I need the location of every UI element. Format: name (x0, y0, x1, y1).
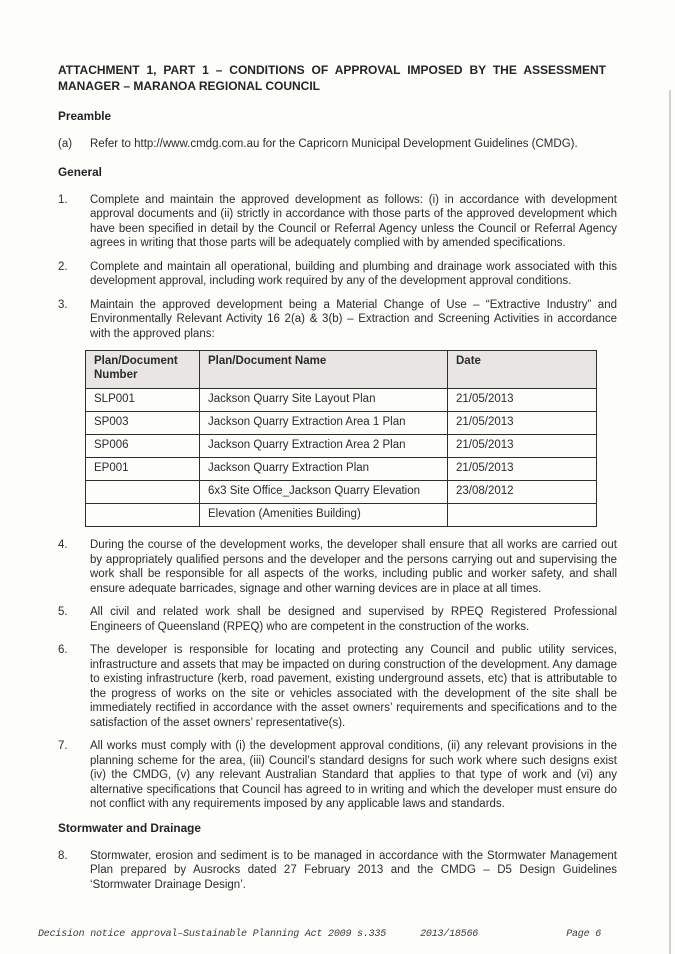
table-cell-plan-number: SLP001 (86, 389, 200, 412)
table-cell-plan-number: SP003 (86, 412, 200, 435)
condition-item-8 (58, 849, 617, 893)
preamble-item-text: Refer to http://www.cmdg.com.au for the Capricorn Municipal Development Guidelines (CMDG). (90, 138, 578, 150)
condition-item-6 (58, 643, 617, 730)
table-cell-plan-number (86, 504, 200, 527)
table-cell-plan-number: EP001 (86, 458, 200, 481)
condition-text: Stormwater, erosion and sediment is to be managed in accordance with the Stormwater Management Plan prepared by Ausrocks dated 27 February 2013 and the CMDG – D5 Design Guidelines ‘Stormwater Drainage Design’. (90, 849, 617, 891)
condition-text: All works must comply with (i) the development approval conditions, (ii) any relevant provisions in the planning scheme for the area, (iii) Council’s standard designs for such work where such designs exist (iv) the CMDG, (v) any relevant Australian Standard that applies to that type of work and (vi) any alternative specifications that Council has agreed to in writing and which the developer must ensure do not conflict with any requirements imposed by any applicable laws and standards. (90, 740, 617, 810)
condition-item-7 (58, 739, 617, 812)
preamble-item-label: (a) (58, 138, 73, 150)
condition-item-4 (58, 538, 617, 596)
condition-number: 1. (58, 193, 68, 206)
table-cell-date (448, 504, 597, 527)
condition-text: Complete and maintain the approved development as follows: (i) in accordance with development approval documents and (ii) strictly in accordance with those parts of the approved development which have been specified in detail by the Council or Referral Agency unless the Council or Referral Agency agrees in writing that those parts will be adequately complied with by amended specifications. (90, 193, 617, 249)
general-heading: General (58, 164, 102, 179)
condition-item-5 (58, 605, 617, 634)
condition-number: 6. (58, 644, 68, 656)
condition-item-3 (58, 298, 617, 342)
table-cell-plan-name: Jackson Quarry Extraction Plan (200, 458, 448, 481)
condition-number: 8. (58, 849, 68, 862)
preamble-item-a (58, 137, 617, 152)
condition-text: Maintain the approved development being a Material Change of Use – “Extractive Industry” and Environmentally Relevant Activity 16 2(a) & 3(b) – Extraction and Screening Activities in accordance with the approved plans: (90, 298, 617, 340)
condition-text: Complete and maintain all operational, building and plumbing and drainage work associated with this development approval, including work required by any of the development approval conditions. (90, 260, 617, 287)
table-cell-plan-number: SP006 (86, 435, 200, 458)
column-header-date: Date (448, 351, 597, 389)
table-cell-date: 21/05/2013 (448, 389, 597, 412)
column-header-plan-number: Plan/Document Number (86, 351, 200, 389)
document-content (58, 62, 617, 901)
table-row (86, 458, 597, 481)
footer-document-description: Decision notice approval–Sustainable Planning Act 2009 s.335 (38, 929, 387, 940)
table-cell-plan-name: 6x3 Site Office_Jackson Quarry Elevation (200, 481, 448, 504)
footer-reference-number: 2013/18566 (420, 929, 479, 940)
condition-number: 4. (58, 539, 68, 551)
document-title: ATTACHMENT 1, PART 1 – CONDITIONS OF APPROVAL IMPOSED BY THE ASSESSMENT MANAGER – MARANOA REGIONAL COUNCIL (58, 63, 606, 93)
condition-number: 5. (58, 606, 68, 618)
preamble-heading: Preamble (58, 109, 112, 123)
footer-page-number: Page 6 (566, 929, 601, 940)
page-footer (38, 929, 617, 940)
table-row (86, 412, 597, 435)
scan-edge-artifact (669, 90, 671, 954)
table-cell-plan-number (86, 481, 200, 504)
table-cell-date: 21/05/2013 (448, 412, 597, 435)
condition-text: All civil and related work shall be designed and supervised by RPEQ Registered Professional Engineers of Queensland (RPEQ) who are competent in the construction of the works. (90, 606, 617, 633)
table-cell-date: 23/08/2012 (448, 481, 597, 504)
condition-text: The developer is responsible for locating and protecting any Council and public utility services, infrastructure and assets that may be impacted on during construction of the development. Any damage to existing infrastructure (kerb, road pavement, existing underground assets, etc) that is attributable to the progress of works on the site or vehicles associated with the development of the site shall be immediately rectified in accordance with the asset owners’ requirements and specifications and to the satisfaction of the asset owners’ representative(s). (90, 644, 617, 729)
condition-text: During the course of the development works, the developer shall ensure that all works are carried out by appropriately qualified persons and the developer and the persons carrying out and supervising the work shall be responsible for all aspects of the works, including public and worker safety, and shall ensure adequate barricades, signage and other warning devices are in place at all times. (90, 539, 617, 595)
condition-item-1 (58, 193, 617, 251)
table-cell-date: 21/05/2013 (448, 458, 597, 481)
approved-plans-table (85, 350, 597, 527)
table-row (86, 504, 597, 527)
condition-number: 7. (58, 740, 68, 752)
table-cell-plan-name: Jackson Quarry Site Layout Plan (200, 389, 448, 412)
table-row (86, 481, 597, 504)
table-row (86, 389, 597, 412)
table-cell-plan-name: Elevation (Amenities Building) (200, 504, 448, 527)
condition-item-2 (58, 260, 617, 289)
table-header-row (86, 351, 597, 389)
table-cell-plan-name: Jackson Quarry Extraction Area 2 Plan (200, 435, 448, 458)
column-header-plan-name: Plan/Document Name (200, 351, 448, 389)
table-cell-plan-name: Jackson Quarry Extraction Area 1 Plan (200, 412, 448, 435)
condition-number: 2. (58, 260, 68, 273)
condition-number: 3. (58, 298, 68, 311)
table-row (86, 435, 597, 458)
table-cell-date: 21/05/2013 (448, 435, 597, 458)
stormwater-heading: Stormwater and Drainage (58, 820, 201, 835)
